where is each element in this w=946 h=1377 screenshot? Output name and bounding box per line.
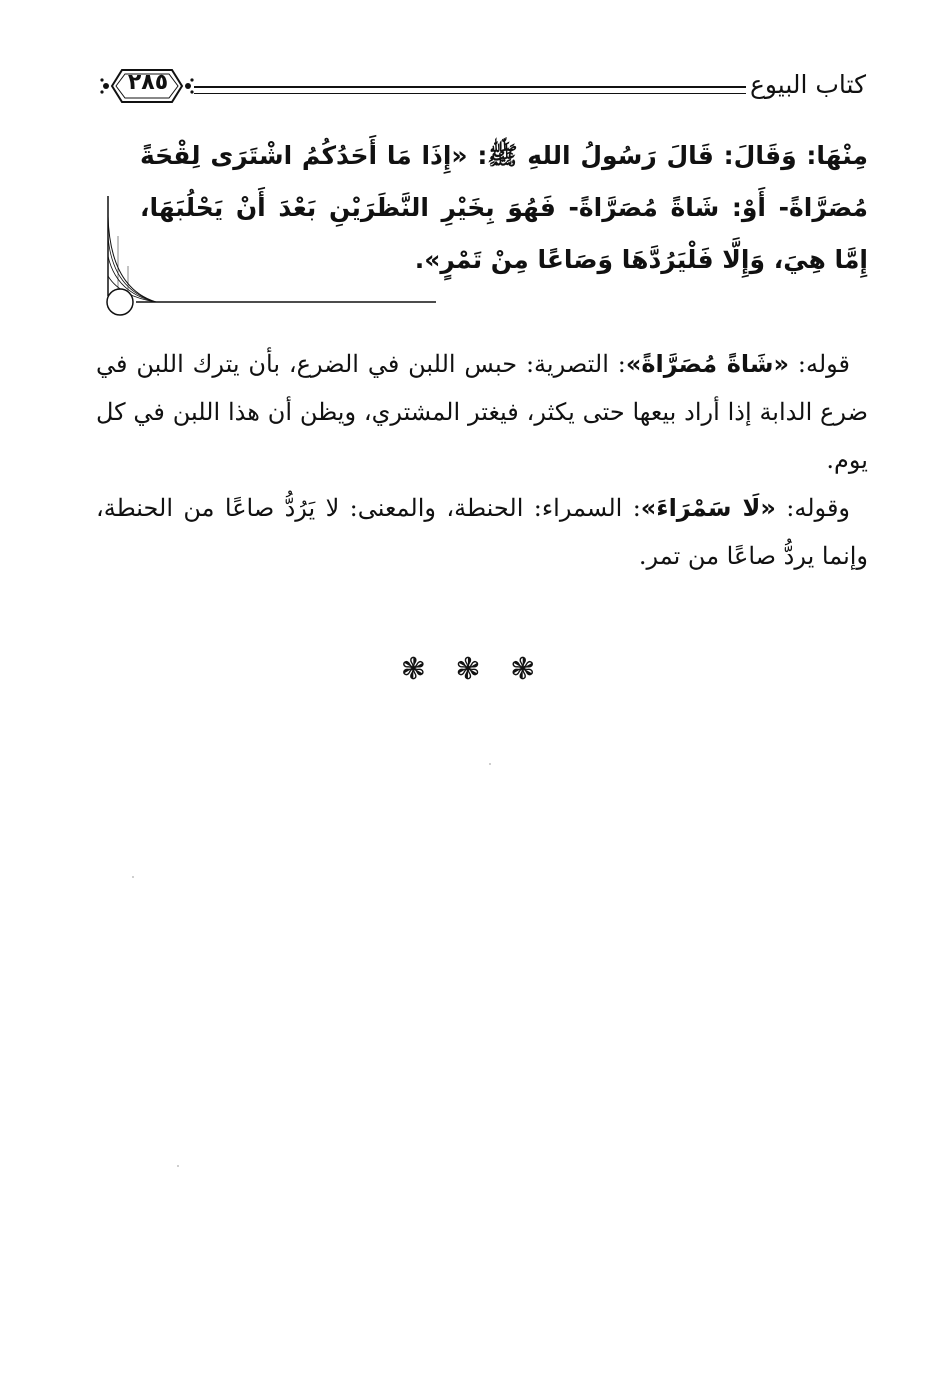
commentary-term: «شَاةً مُصَرَّاةً» [625, 350, 790, 378]
commentary-prefix: قوله: [789, 350, 851, 378]
page-header [98, 64, 866, 110]
commentary-term: «لَا سَمْرَاءَ» [640, 494, 776, 522]
scan-speck [489, 763, 491, 765]
commentary-explanation: : التصرية: حبس اللبن في الضرع، بأن يترك اللبن في ضرع الدابة إذا أراد بيعها حتى يكثر، فيغتر المشتري، ويظن أن هذا اللبن في كل يوم. [96, 350, 868, 474]
commentary-paragraph-1 [96, 340, 868, 484]
commentary [96, 340, 868, 580]
hadith-text: مِنْهَا: وَقَالَ: قَالَ رَسُولُ اللهِ ﷺ: «إِذَا مَا أَحَدُكُمُ اشْتَرَى لِقْحَةً مُصَرَّاةً- أَوْ: شَاةً مُصَرَّاةً- فَهُوَ بِخَيْرِ النَّظَرَيْنِ بَعْدَ أَنْ يَحْلُبَهَا، إِمَّا هِيَ، وَإِلَّا فَلْيَرُدَّهَا وَصَاعًا مِنْ تَمْرٍ». [140, 141, 868, 274]
commentary-explanation: : السمراء: الحنطة، والمعنى: لا يَرُدُّ صاعًا من الحنطة، وإنما يردُّ صاعًا من تمر. [96, 494, 868, 570]
scan-speck [132, 876, 134, 878]
page-number-badge [98, 64, 196, 108]
header-rule [194, 86, 746, 94]
running-title: كتاب البيوع [749, 70, 866, 99]
hadith-corner-ornament [96, 196, 436, 326]
commentary-prefix: وقوله: [775, 494, 851, 522]
commentary-paragraph-2 [96, 484, 868, 580]
section-divider: ❃ ❃ ❃ [400, 652, 546, 687]
scan-speck [177, 1165, 179, 1167]
page-number: ٢٨٥ [127, 70, 169, 95]
